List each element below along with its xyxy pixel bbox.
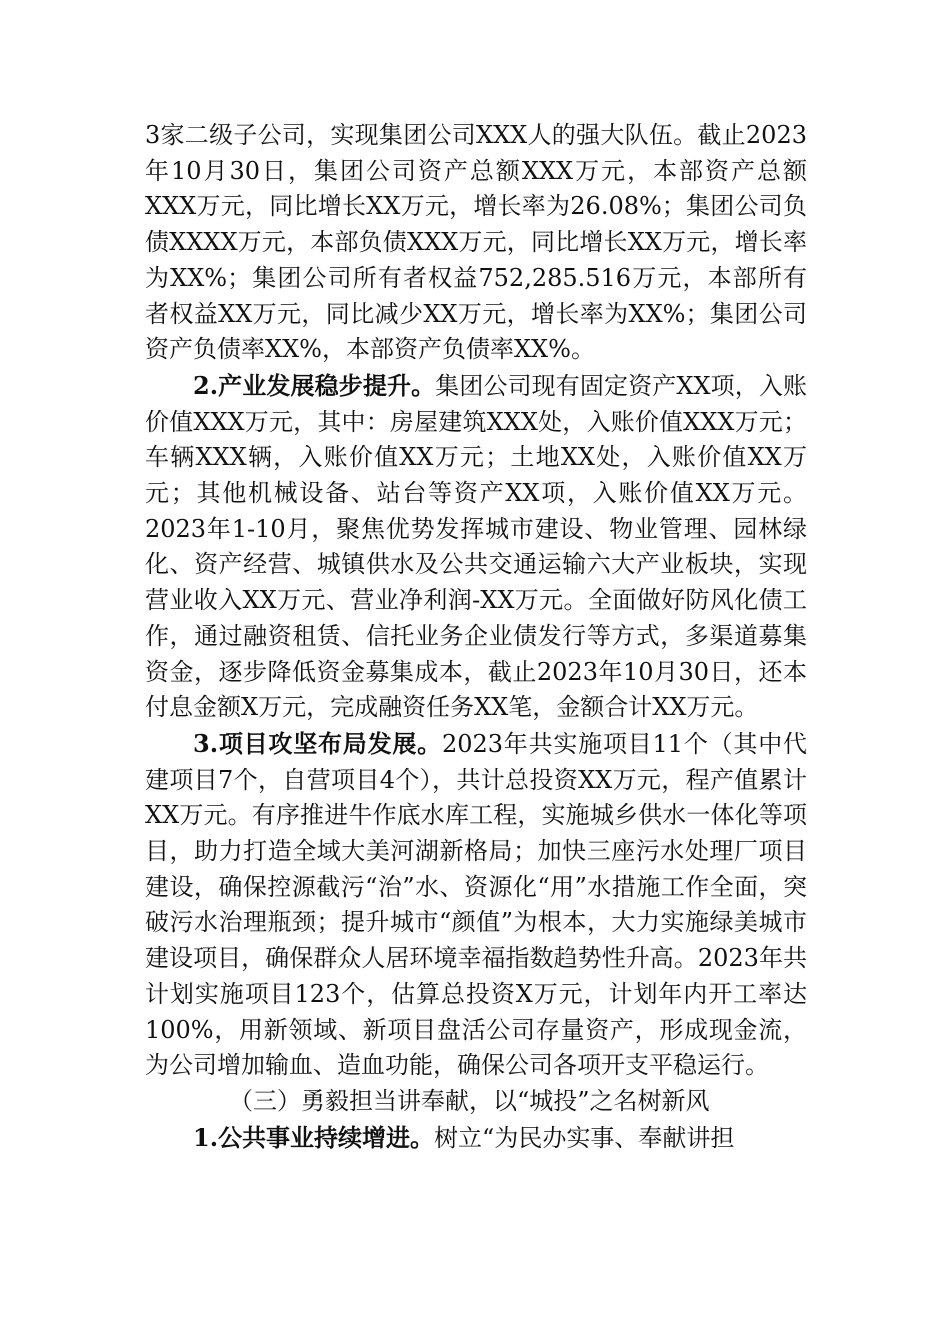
paragraph-project-development: [145, 726, 807, 1084]
paragraph-heading: 1.公共事业持续增进。: [193, 1122, 435, 1152]
paragraph-industry-development: [145, 368, 807, 726]
paragraph-assets-summary: [145, 118, 807, 368]
paragraph-heading: 2.产业发展稳步提升。: [193, 370, 436, 400]
section-heading: （三）勇毅担当讲奉献，以“城投”之名树新风: [229, 1086, 710, 1115]
paragraph-heading: 3.项目攻坚布局发展。: [193, 728, 442, 758]
paragraph-body: 集团公司现有固定资产XX项，入账价值XXX万元，其中：房屋建筑XXX处，入账价值XXX万元；车辆XXX辆，入账价值XX万元；土地XX处，入账价值XX万元；其他机械设备、站台等资产XX项，入账价值XX万元。2023年1-10月，聚焦优势发挥城市建设、物业管理、园林绿化、资产经营、城镇供水及公共交通运输六大产业板块，实现营业收入XX万元、营业净利润-XX万元。全面做好防风化债工作，通过融资租赁、信托业务企业债发行等方式，多渠道募集资金，逐步降低资金募集成本，截止2023年10月30日，还本付息金额X万元，完成融资任务XX笔，金额合计XX万元。: [145, 371, 808, 722]
paragraph-body: 3家二级子公司，实现集团公司XXX人的强大队伍。截止2023年10月30日，集团公司资产总额XXX万元，本部资产总额XXX万元，同比增长XX万元，增长率为26.08%；集团公司负债XXXX万元，本部负债XXX万元，同比增长XX万元，增长率为XX%；集团公司所有者权益752,285.516万元，本部所有者权益XX万元，同比减少XX万元，增长率为XX%；集团公司资产负债率XX%，本部资产负债率XX%。: [145, 121, 807, 364]
paragraph-body: 2023年共实施项目11个（其中代建项目7个，自营项目4个），共计总投资XX万元，程产值累计XX万元。有序推进牛作底水库工程，实施城乡供水一体化等项目，助力打造全域大美河湖新格局；加快三座污水处理厂项目建设，确保控源截污“治”水、资源化“用”水措施工作全面，突破污水治理瓶颈；提升城市“颜值”为根本，大力实施绿美城市建设项目，确保群众人居环境幸福指数趋势性升高。2023年共计划实施项目123个，估算总投资X万元，计划年内开工率达100%，用新领域、新项目盘活公司存量资产，形成现金流，为公司增加输血、造血功能，确保公司各项开支平稳运行。: [145, 729, 807, 1080]
paragraph-public-service: [145, 1120, 807, 1157]
paragraph-body: 树立“为民办实事、奉献讲担: [434, 1123, 735, 1152]
document-page: [145, 118, 807, 1156]
